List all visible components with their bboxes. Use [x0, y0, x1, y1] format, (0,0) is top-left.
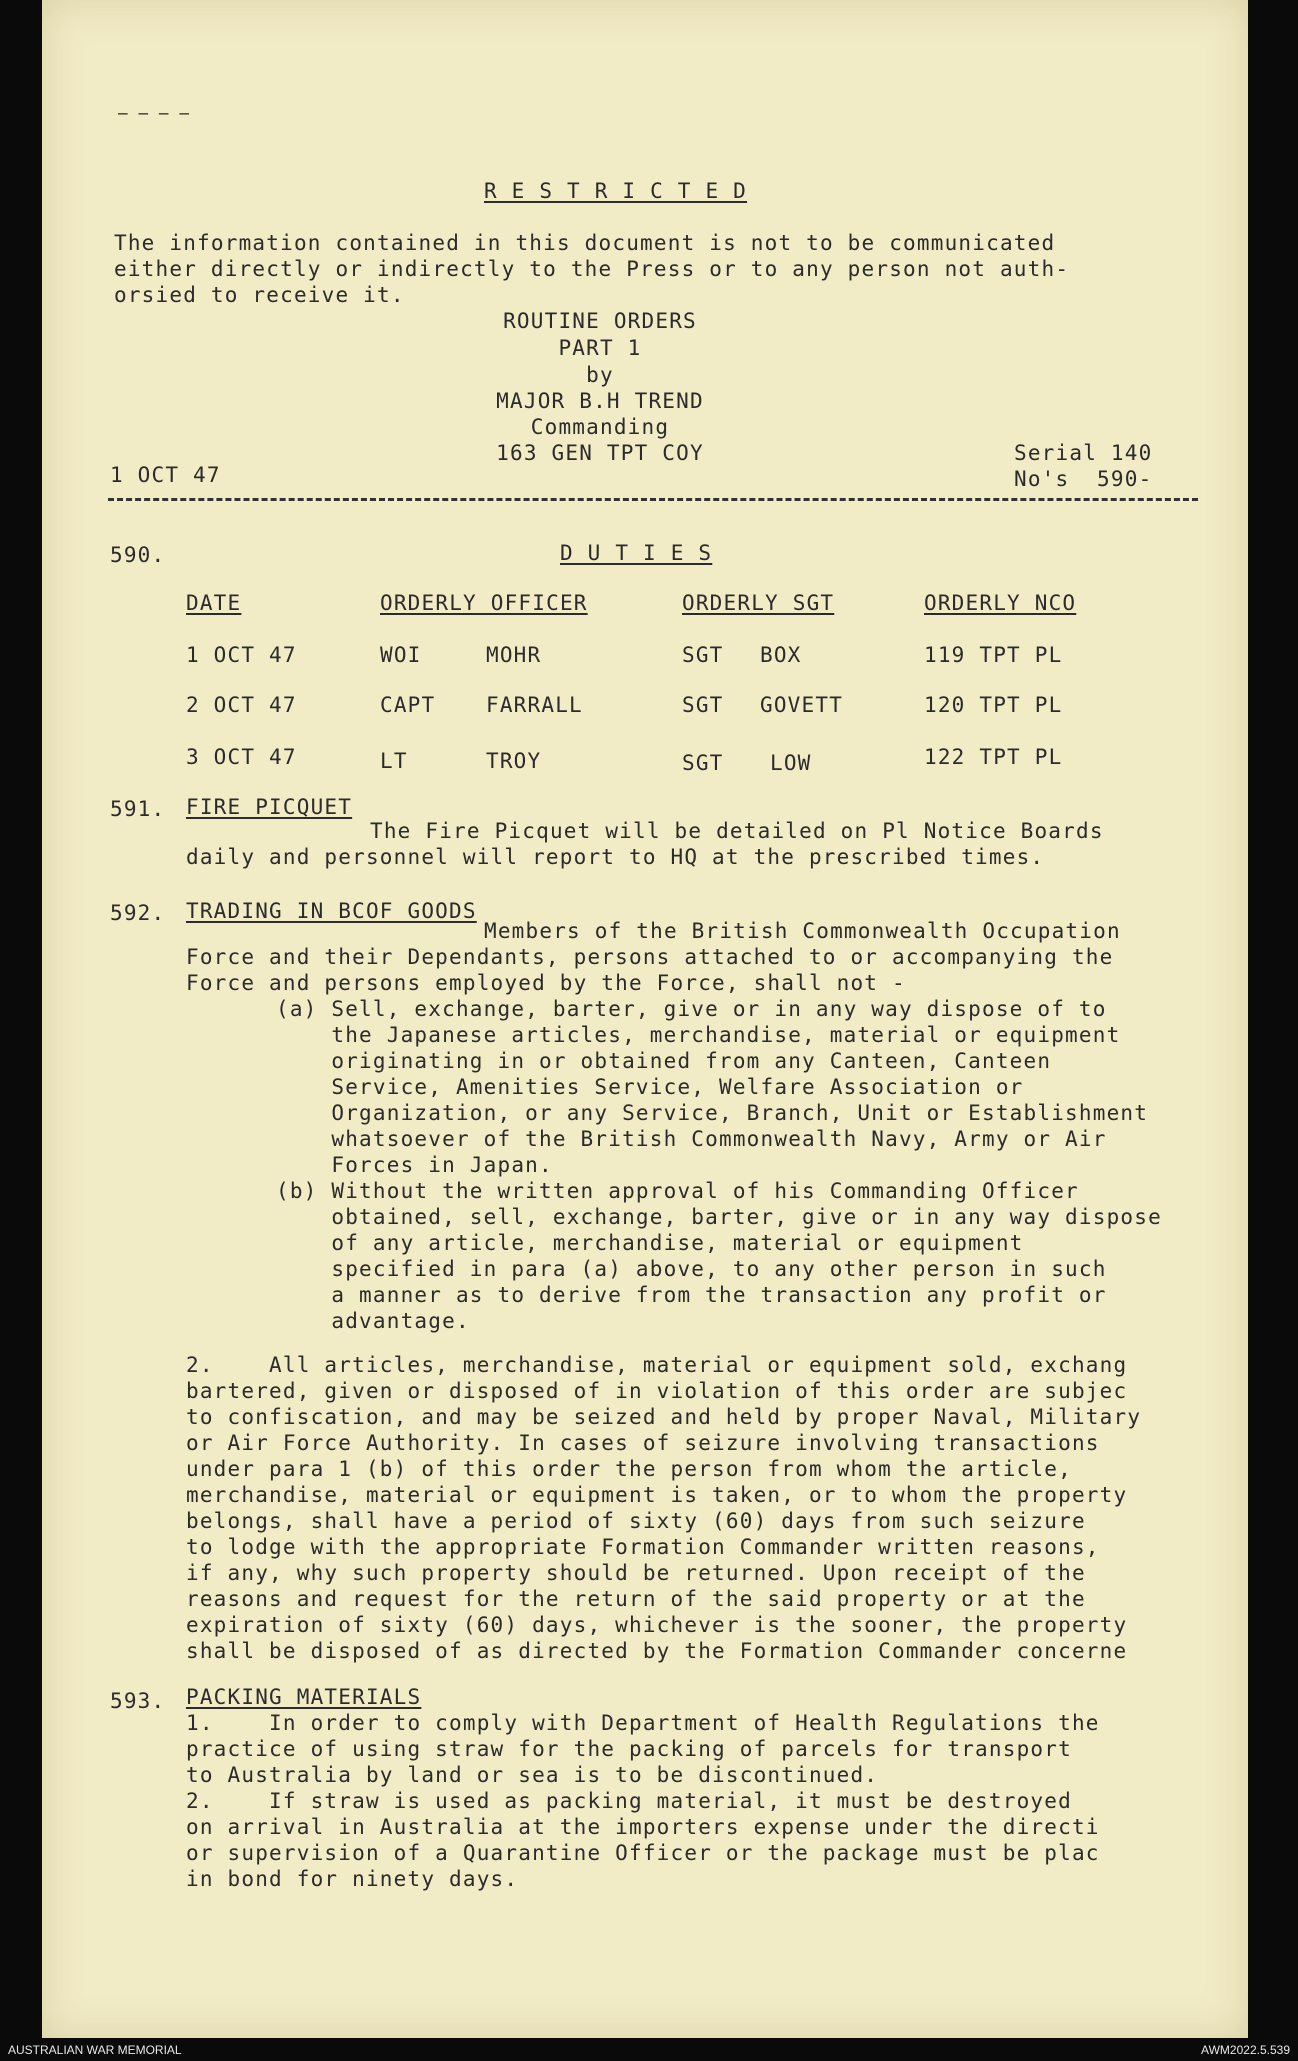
body-line: advantage.: [276, 1309, 470, 1333]
section-title: FIRE PICQUET: [186, 795, 353, 819]
body-line: Forces in Japan.: [276, 1153, 553, 1177]
section-title: PACKING MATERIALS: [186, 1685, 422, 1709]
body-line: specified in para (a) above, to any other person in such: [276, 1257, 1107, 1281]
duties-cell: SGT: [682, 751, 724, 775]
duties-cell: SGT: [682, 693, 724, 717]
duties-cell: 120 TPT PL: [924, 693, 1063, 717]
body-line: practice of using straw for the packing of parcels for transport: [186, 1737, 1072, 1761]
body-line: reasons and request for the return of the said property or at the: [186, 1587, 1086, 1611]
body-line: expiration of sixty (60) days, whichever is the sooner, the property: [186, 1613, 1128, 1637]
body-line: to confiscation, and may be seized and held by proper Naval, Military: [186, 1405, 1142, 1429]
duties-cell: 3 OCT 47: [186, 745, 297, 769]
body-line: or Air Force Authority. In cases of seizure involving transactions: [186, 1431, 1100, 1455]
duties-cell: GOVETT: [760, 693, 844, 717]
duties-header-nco: ORDERLY NCO: [924, 591, 1077, 615]
body-line: if any, why such property should be returned. Upon receipt of the: [186, 1561, 1086, 1585]
body-line: a manner as to derive from the transaction any profit or: [276, 1283, 1107, 1307]
restriction-notice-line-1: The information contained in this document is not to be communicated: [114, 231, 1056, 255]
duties-header-sgt: ORDERLY SGT: [682, 591, 835, 615]
title-line: MAJOR B.H TREND: [496, 389, 704, 413]
duties-cell: 119 TPT PL: [924, 643, 1063, 667]
body-line: whatsoever of the British Commonwealth Navy, Army or Air: [276, 1127, 1107, 1151]
body-line: on arrival in Australia at the importers expense under the directi: [186, 1815, 1100, 1839]
duties-cell: LT: [380, 749, 408, 773]
order-date: 1 OCT 47: [110, 463, 221, 487]
body-line: The Fire Picquet will be detailed on Pl Notice Boards: [370, 819, 1104, 843]
order-number: 592.: [110, 901, 166, 925]
body-line: Service, Amenities Service, Welfare Association or: [276, 1075, 1024, 1099]
title-line: ROUTINE ORDERS: [503, 309, 697, 333]
restriction-notice-line-3: orsied to receive it.: [114, 283, 405, 307]
body-line: Force and their Dependants, persons attached to or accompanying the: [186, 945, 1114, 969]
body-line: daily and personnel will report to HQ at the prescribed times.: [186, 845, 1045, 869]
duties-cell: 1 OCT 47: [186, 643, 297, 667]
duties-cell: WOI: [380, 643, 422, 667]
dashed-divider: [108, 498, 1198, 501]
body-line: 1. In order to comply with Department of Health Regulations the: [186, 1711, 1100, 1735]
body-line: obtained, sell, exchange, barter, give or in any way dispose: [276, 1205, 1162, 1229]
title-line: PART 1: [558, 336, 642, 360]
restriction-notice-line-2: either directly or indirectly to the Press or to any person not auth-: [114, 257, 1070, 281]
title-line: by: [586, 363, 614, 387]
title-line: 163 GEN TPT COY: [496, 441, 704, 465]
section-title: TRADING IN BCOF GOODS: [186, 899, 477, 923]
footer-institution: AUSTRALIAN WAR MEMORIAL: [8, 2043, 182, 2057]
duties-cell: 122 TPT PL: [924, 745, 1063, 769]
body-line: originating in or obtained from any Canteen, Canteen: [276, 1049, 1052, 1073]
duties-header-date: DATE: [186, 591, 242, 615]
body-line: shall be disposed of as directed by the Formation Commander concerne: [186, 1639, 1128, 1663]
body-line: merchandise, material or equipment is taken, or to whom the property: [186, 1483, 1128, 1507]
title-line: Commanding: [530, 415, 670, 439]
duties-cell: SGT: [682, 643, 724, 667]
body-line: the Japanese articles, merchandise, material or equipment: [276, 1023, 1121, 1047]
body-line: in bond for ninety days.: [186, 1867, 519, 1891]
body-line: to lodge with the appropriate Formation Commander written reasons,: [186, 1535, 1100, 1559]
body-line: to Australia by land or sea is to be discontinued.: [186, 1763, 879, 1787]
classification-heading: R E S T R I C T E D: [484, 179, 748, 203]
duties-cell: TROY: [486, 749, 542, 773]
order-number: 590.: [110, 543, 166, 567]
body-line: bartered, given or disposed of in violation of this order are subjec: [186, 1379, 1128, 1403]
body-line: Force and persons employed by the Force, shall not -: [186, 971, 906, 995]
body-line: (b) Without the written approval of his Commanding Officer: [276, 1179, 1079, 1203]
duties-cell: LOW: [770, 751, 812, 775]
body-line: of any article, merchandise, material or equipment: [276, 1231, 1024, 1255]
body-line: under para 1 (b) of this order the person from whom the article,: [186, 1457, 1072, 1481]
order-numbers: No's 590-: [1014, 467, 1153, 491]
duties-cell: MOHR: [486, 643, 542, 667]
duties-header-officer: ORDERLY OFFICER: [380, 591, 588, 615]
body-line: belongs, shall have a period of sixty (60) days from such seizure: [186, 1509, 1086, 1533]
duties-cell: FARRALL: [486, 693, 583, 717]
serial-number: Serial 140: [1014, 441, 1153, 465]
handwritten-mark: ̶ ̶ ̶ ̶: [118, 103, 191, 122]
duties-cell: BOX: [760, 643, 802, 667]
body-line: 2. If straw is used as packing material, it must be destroyed: [186, 1789, 1072, 1813]
duties-cell: 2 OCT 47: [186, 693, 297, 717]
body-line: 2. All articles, merchandise, material or equipment sold, exchang: [186, 1353, 1128, 1377]
section-title: D U T I E S: [560, 541, 713, 565]
duties-cell: CAPT: [380, 693, 436, 717]
order-number: 591.: [110, 797, 166, 821]
order-number: 593.: [110, 1689, 166, 1713]
footer-accession: AWM2022.5.539: [1201, 2043, 1290, 2057]
body-line: Organization, or any Service, Branch, Unit or Establishment: [276, 1101, 1149, 1125]
body-line: (a) Sell, exchange, barter, give or in any way dispose of to: [276, 997, 1107, 1021]
body-line: Members of the British Commonwealth Occupation: [484, 919, 1121, 943]
body-line: or supervision of a Quarantine Officer or the package must be plac: [186, 1841, 1100, 1865]
archive-footer: [0, 2040, 1298, 2061]
